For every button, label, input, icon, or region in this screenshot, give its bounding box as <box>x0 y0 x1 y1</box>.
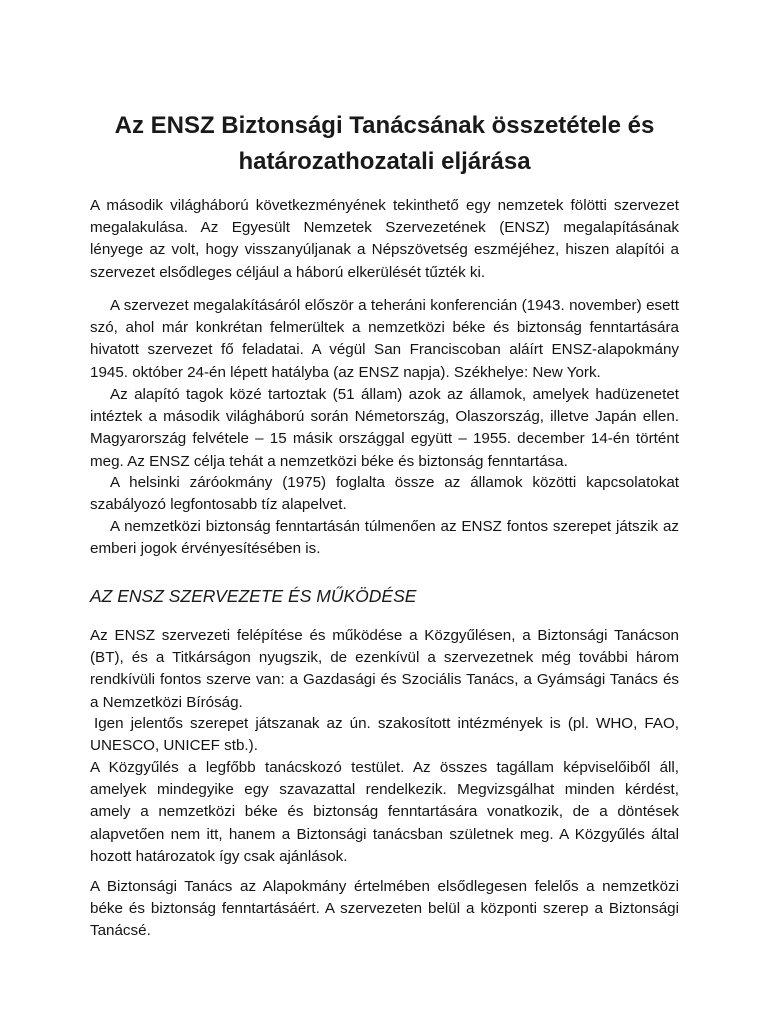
intro-paragraph: A második világháború következményének tekinthető egy nemzetek fölötti szervezet megalakulása. Az Egyesült Nemzetek Szervezetének (ENSZ) megalapításának lényege az volt, hogy visszanyúljanak a Népszövetség eszméjéhez, hiszen alapítói a szervezet elsődleges céljául a háború elkerülését tűzték ki. <box>90 197 679 281</box>
paragraph-structure: Az ENSZ szervezeti felépítése és működése a Közgyűlésen, a Biztonsági Tanácson (BT), és a Titkárságon nyugszik, de ezenkívül a szervezetnek még további három rendkívüli fontos szerve van: a Gazdasági és Szociális Tanács, a Gyámsági Tanács és a Nemzetközi Bíróság. <box>90 627 679 711</box>
paragraph-founding: A szervezet megalakításáról először a teheráni konferencián (1943. november) esett szó, ahol már konkrétan felmerültek a nemzetközi béke és biztonság fenntartására hivatott szervezet fő feladatai. A végül San Franciscoban aláírt ENSZ-alapokmány 1945. október 24-én lépett hatályba (az ENSZ napja). Székhelye: New York. <box>90 297 679 381</box>
document-title: Az ENSZ Biztonsági Tanácsának összetétele és határozathozatali eljárása <box>114 112 655 175</box>
paragraph-security-council: A Biztonsági Tanács az Alapokmány értelmében elsődlegesen felelős a nemzetközi béke és biztonság fenntartásáért. A szervezeten belül a központi szerep a Biztonsági Tanácsé. <box>90 878 679 940</box>
paragraph-general-assembly: A Közgyűlés a legfőbb tanácskozó testület. Az összes tagállam képviselőiből áll, amelyek mindegyike egy szavazattal rendelkezik. Megvizsgálhat minden kérdést, amely a nemzetközi béke és biztonság fenntartására vonatkozik, de a döntések alapvetően nem itt, hanem a Biztonsági tanácsban születnek meg. A Közgyűlés által hozott határozatok így csak ajánlások. <box>90 759 679 865</box>
paragraph-helsinki: A helsinki záróokmány (1975) foglalta össze az államok közötti kapcsolatokat szabályozó legfontosabb tíz alapelvet. <box>90 474 679 514</box>
section-heading: AZ ENSZ SZERVEZETE ÉS MŰKÖDÉSE <box>90 586 417 606</box>
paragraph-human-rights: A nemzetközi biztonság fenntartásán túlmenően az ENSZ fontos szerepet játszik az emberi jogok érvényesítésében is. <box>90 518 679 558</box>
paragraph-founding-members: Az alapító tagok közé tartoztak (51 állam) azok az államok, amelyek hadüzenetet intéztek a második világháború során Németország, Olaszország, illetve Japán ellen. Magyarország felvétele – 15 másik országgal együtt – 1955. december 14-én történt meg. Az ENSZ célja tehát a nemzetközi béke és biztonság fenntartása. <box>90 386 679 470</box>
paragraph-specialized-agencies: Igen jelentős szerepet játszanak az ún. szakosított intézmények is (pl. WHO, FAO, UNESCO, UNICEF stb.). <box>90 715 679 755</box>
